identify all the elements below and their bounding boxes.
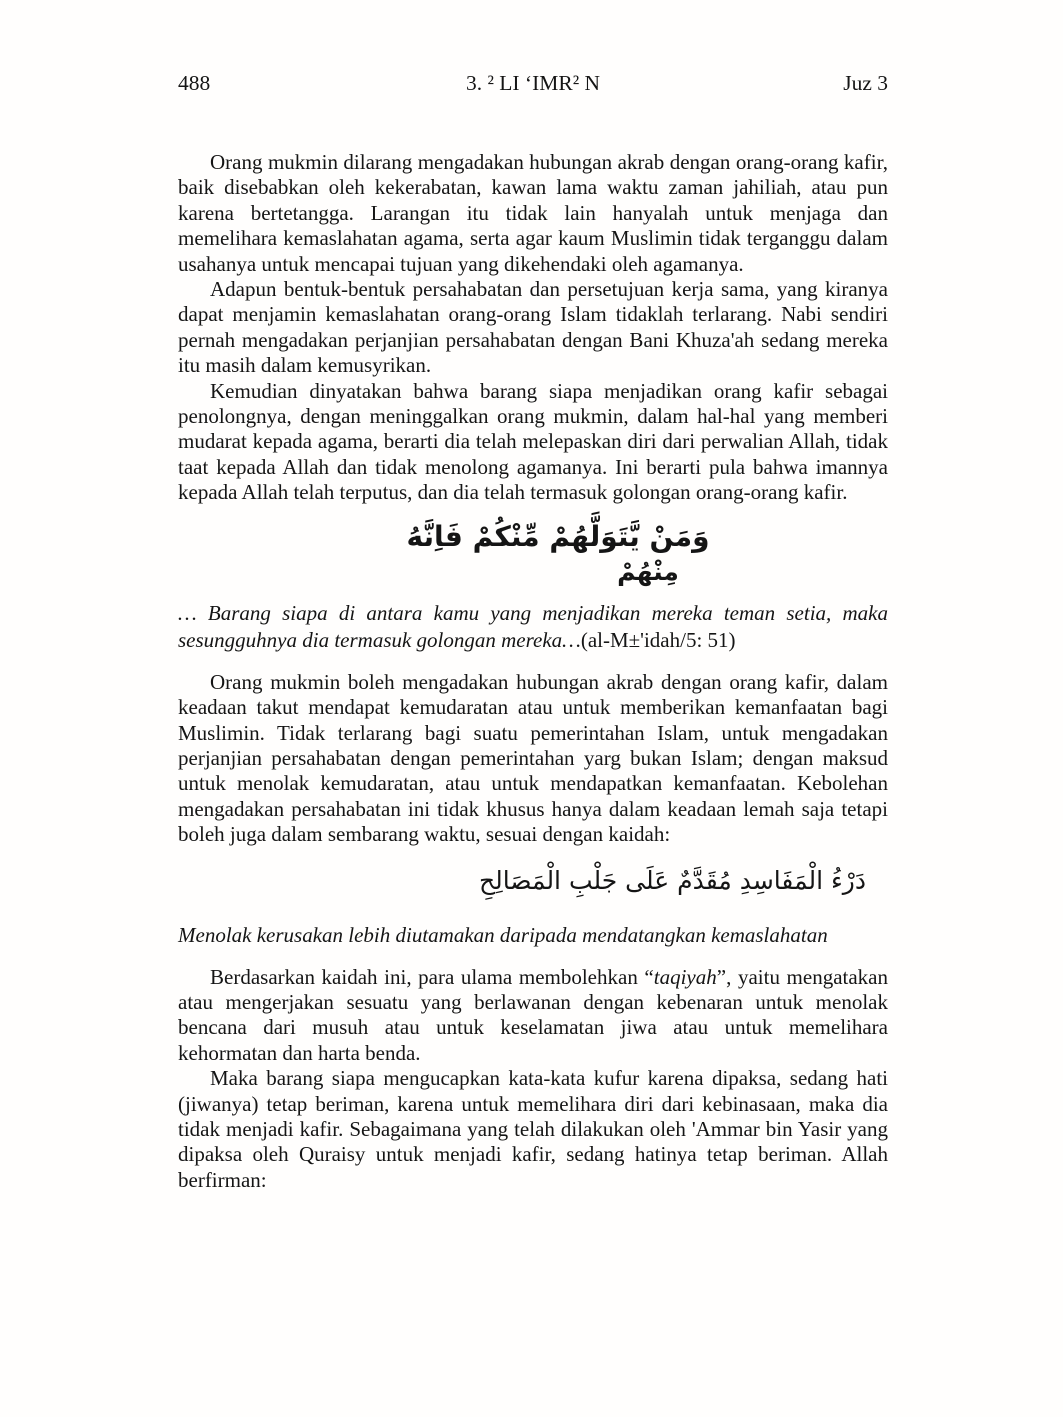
paragraph-5 bbox=[178, 965, 888, 1067]
quran-verse-arabic-line2: مِنْهُمْ bbox=[617, 556, 679, 586]
page-body bbox=[178, 150, 888, 1193]
paragraph-5-before: Berdasarkan kaidah ini, para ulama membolehkan “ bbox=[210, 964, 654, 989]
kaidah-translation: Menolak kerusakan lebih diutamakan daripada mendatangkan kemaslahatan bbox=[178, 922, 828, 947]
page-header bbox=[178, 70, 888, 96]
verse-translation-text: … Barang siapa di antara kamu yang menjadikan mereka teman setia, maka sesungguhnya dia termasuk golongan mereka… bbox=[178, 600, 888, 652]
paragraph-5-italic-term: taqiyah bbox=[653, 964, 717, 989]
kaidah-arabic: دَرْءُ الْمَفَاسِدِ مُقَدَّمٌ عَلَى جَلْبِ الْمَصَالِحِ bbox=[478, 865, 866, 895]
quran-verse-arabic-line1: وَمَنْ يَّتَوَلَّهُمْ مِّنْكُمْ فَاِنَّهُ bbox=[406, 519, 710, 553]
verse-translation bbox=[178, 600, 888, 654]
paragraph-2: Adapun bentuk-bentuk persahabatan dan persetujuan kerja sama, yang kiranya dapat menjamin kemaslahatan orang-orang Islam tidaklah terlarang. Nabi sendiri pernah mengadakan perjanjian persahabatan dengan Bani Khuza'ah sedang mereka itu masih dalam kemusyrikan. bbox=[178, 277, 888, 378]
chapter-title: 3. ² LI ‘IMR² N bbox=[465, 71, 601, 95]
page-number: 488 bbox=[178, 71, 211, 95]
verse-reference: (al-M±'idah/5: 51) bbox=[580, 627, 736, 652]
juz-label: Juz 3 bbox=[843, 71, 888, 95]
paragraph-6: Maka barang siapa mengucapkan kata-kata kufur karena dipaksa, sedang hati (jiwanya) tetap beriman, karena untuk memelihara diri dari kebinasaan, maka dia tidak menjadi kafir. Sebagaimana yang telah dilakukan oleh 'Ammar bin Yasir yang dipaksa oleh Quraisy untuk menjadi kafir, sedang hatinya tetap beriman. Allah berfirman: bbox=[178, 1066, 888, 1192]
quran-verse-arabic bbox=[203, 518, 913, 588]
paragraph-3: Kemudian dinyatakan bahwa barang siapa menjadikan orang kafir sebagai penolongnya, dengan meninggalkan orang mukmin, dalam hal-hal yang memberi mudarat kepada agama, berarti dia telah melepaskan diri dari perwalian Allah, tidak taat kepada Allah dan tidak menolong agamanya. Ini berarti pula bahwa imannya kepada Allah telah terputus, dan dia telah termasuk golongan orang-orang kafir. bbox=[178, 378, 888, 505]
paragraph-5-after: ”, yaitu mengatakan atau mengerjakan sesuatu yang berlawanan dengan kebenaran untuk menolak bencana dari musuh atau untuk keselamatan jiwa atau untuk memelihara kehormatan dan harta benda. bbox=[178, 964, 889, 1065]
paragraph-1: Orang mukmin dilarang mengadakan hubungan akrab dengan orang-orang kafir, baik disebabkan oleh kekerabatan, kawan lama waktu zaman jahiliah, atau pun karena bertetangga. Larangan itu tidak lain hanyalah untuk menjaga dan memelihara kemaslahatan agama, serta agar kaum Muslimin tidak terganggu dalam usahanya untuk mencapai tujuan yang dikehendaki oleh agamanya. bbox=[178, 150, 888, 276]
paragraph-4: Orang mukmin boleh mengadakan hubungan akrab dengan orang kafir, dalam keadaan takut mendapat kemudaratan atau untuk memberikan kemanfaatan bagi Muslimin. Tidak terlarang bagi suatu pemerintahan Islam, untuk mengadakan perjanjian persahabatan dengan pemerintahan yarg bukan Islam; dengan maksud untuk menolak kemudaratan, atau untuk mendapatkan kemanfaatan. Kebolehan mengadakan persahabatan ini tidak khusus hanya dalam keadaan lemah saja tetapi boleh juga dalam sembarang waktu, sesuai dengan kaidah: bbox=[178, 669, 888, 847]
